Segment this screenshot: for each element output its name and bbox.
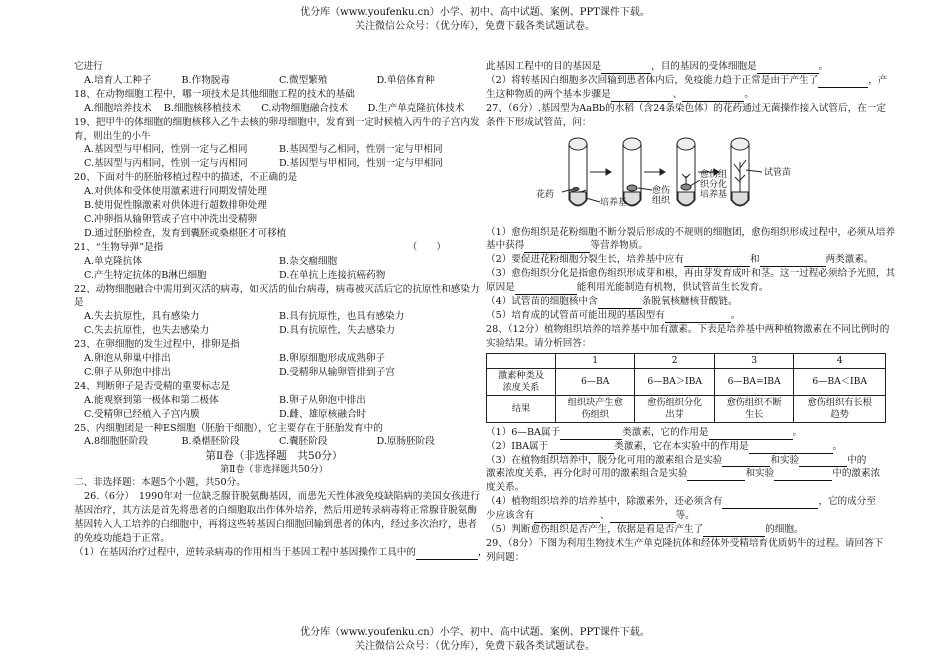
q27-2-blank-1	[684, 256, 750, 267]
test-tube-2	[623, 138, 641, 206]
part2-title: 第Ⅱ卷（非选择题 共50分）	[205, 450, 343, 463]
q28-4-blank-1	[722, 498, 818, 509]
q28-3-tail-1: 中的	[847, 454, 867, 466]
page-footer	[0, 626, 950, 654]
q26-target-gene-text: 此基因工程中的目的基因是	[486, 61, 602, 72]
q27-5-text: （5）培育成的试管苗可能出现的基因型有	[486, 309, 665, 321]
cell-result-2	[635, 395, 714, 422]
q27-part-4	[486, 295, 891, 309]
q28-5-tail: 的细胞。	[765, 524, 804, 536]
cell-result-3-a: 愈伤组织不断	[726, 396, 782, 408]
q28-3-tail-2: 中的激素浓	[832, 468, 881, 480]
left-column	[74, 60, 488, 560]
q24-options-2	[74, 408, 474, 422]
q28-part-3-c: 度关系。	[486, 482, 525, 494]
q20-option-a: A.对供体和受体使用激素进行同期发情处理	[84, 186, 267, 198]
q28-3-blank-2	[799, 456, 847, 467]
cell-result-1-a: 组织块产生愈	[567, 396, 623, 408]
q28-2-mid: 类激素，它在本实验中的作用是	[614, 440, 749, 452]
q27-part-1-b	[486, 239, 891, 253]
q18-option-d: D.生产单克隆抗体技术	[367, 102, 465, 114]
q28-stem-1: 28、（12分）植物组织培养的培养基中加有激素。下表是培养基中两种植物激素在不同比例时的	[486, 323, 890, 335]
q28-1-mid: 类激素，它的作用是	[622, 426, 709, 438]
q26-part-1-cont: 此基因工程中的目的基因是 ，目的基因的受体细胞是 。	[486, 61, 829, 72]
q19-option-a: A.基因型与甲相同，性别一定与乙相同	[84, 144, 248, 156]
q27-5-blank	[665, 312, 731, 323]
q22-stem-1: 22、动物细胞融合中需用到灭活的病毒，如灭活的仙台病毒，病毒被灭活后它的抗原性和感染力	[74, 283, 480, 295]
tissue-culture-diagram	[556, 132, 826, 224]
q22-options-1	[74, 310, 474, 324]
table-header-1: 1	[556, 353, 635, 368]
q28-part-2: （2）IBA属于 类激素，它在本实验中的作用是 。	[486, 440, 843, 452]
q19-stem-1: 19、把甲牛的体细胞的细胞核移入乙牛去核的卵母细胞中，发育到一定时候植入丙牛的子宫内发	[74, 116, 480, 128]
q28-hormone-table	[486, 353, 886, 423]
q25-options	[74, 435, 474, 449]
table-header-3: 3	[714, 353, 793, 368]
q28-2-blank-1	[548, 443, 614, 454]
q29-stem-1: 29、（8分）下图为利用生物技术生产单克隆抗体和经体外受精培育优质奶牛的过程。请回答下	[486, 537, 884, 549]
leader-peiyangji	[586, 198, 600, 202]
q22-option-b: B.具有抗原性，也具有感染力	[279, 311, 405, 323]
q26-stem-4: 的免疫功能趋于正常。	[74, 533, 170, 544]
cell-hormone-1: 6—BA	[556, 368, 635, 395]
cell-result-4	[794, 395, 886, 422]
q27-1-text: 基中获得	[486, 240, 525, 252]
q27-2-and: 和	[749, 254, 760, 266]
q28-5-blank	[703, 526, 765, 537]
q18-option-b: B.细胞核移植技术	[163, 102, 242, 114]
cell-result-3	[714, 395, 793, 422]
q25-option-c: C.囊胚阶段	[279, 436, 328, 448]
q27-tissue-culture-figure	[486, 132, 891, 224]
q24-option-d: D.雌、雄原核融合时	[279, 408, 367, 420]
q22-stem-2: 是	[74, 297, 84, 309]
q26-step-1-blank	[611, 91, 673, 102]
q19-option-d: D.基因型与甲相同，性别一定与甲相同	[279, 158, 443, 170]
cell-hormone-3: 6—BA=IBA	[714, 368, 793, 395]
q19-option-b: B.基因型与乙相同，性别一定与甲相同	[279, 144, 443, 156]
q29-stem-2: 列问题：	[486, 551, 525, 563]
q26-steps-text: 生这种物质的两个基本步骤是	[486, 88, 611, 100]
label-fenhua-1: 愈伤组	[700, 169, 728, 180]
q28-3-blank-4	[774, 470, 832, 481]
table-header-blank	[487, 353, 556, 368]
q22-option-c: C.失去抗原性，也失去感染力	[84, 325, 210, 337]
cell-hormone-2: 6—BA＞IBA	[635, 368, 714, 395]
q28-4-text-2: 少应该含有	[486, 510, 534, 522]
q26-1-blank	[416, 549, 478, 560]
q18-stem: 18、在动物细胞工程中，哪一项技术是其他细胞工程的技术的基础	[74, 88, 355, 100]
page-header	[0, 6, 950, 34]
q18-option-c: C.动物细胞融合技术	[261, 102, 349, 114]
q25-option-d: D.原肠胚阶段	[376, 436, 435, 448]
q28-1-blank-2	[709, 429, 793, 440]
q27-part-5: （5）培育成的试管苗可能出现的基因型有 。	[486, 309, 741, 321]
q28-4-blank-2	[534, 512, 600, 523]
q23-stem: 23、在卵细胞的发生过程中，排卵是指	[74, 339, 240, 351]
q28-3-text: （3）在植物组织培养中，脱分化可用的激素组合是实验	[486, 454, 723, 466]
cell-result-1-b: 伤组织	[581, 408, 609, 420]
table-header-row	[487, 353, 886, 368]
q18-option-a: A.细胞培养技术	[84, 102, 152, 114]
q21-options-1	[74, 255, 474, 269]
q28-4-end: 等。	[675, 510, 695, 522]
q28-3-and-1: 和实验	[770, 454, 800, 466]
q27-part-1-a: （1）愈伤组织是花粉细胞不断分裂后形成的不规则的细胞团，愈伤组织形成过程中，必须从培养	[486, 226, 896, 238]
q27-3-tail: 能利用光能制造有机物，供试管苗生长发育。	[576, 282, 769, 294]
q21-option-c: C.产生特定抗体的B淋巴细胞	[84, 269, 207, 281]
q28-part-5	[486, 523, 891, 537]
table-header-4: 4	[794, 353, 886, 368]
q24-option-c: C.受精卵已经植入子宫内膜	[84, 408, 200, 420]
q27-stem-2: 条件下形成试管苗，问：	[486, 116, 592, 128]
test-tube-3	[677, 138, 695, 206]
q28-1-text: （1）6—BA属于	[486, 426, 561, 438]
q27-part-3-a: （3）愈伤组织分化是指愈伤组织形成芽和根，再由芽发育成叶和茎。这一过程必须给予光照，其	[486, 268, 896, 280]
q27-4-blank	[598, 298, 642, 309]
q26-part-2	[486, 74, 891, 88]
q24-option-b: B.卵子从卵泡中排出	[279, 394, 366, 406]
q27-stem-1: 27、（6分）.基因型为AaBb的水稻（含24条染色体）的花药通过无菌操作接入试管后，在一定	[486, 102, 886, 114]
q27-4-text: （4）试管苗的细胞核中含	[486, 296, 598, 308]
q19-stem-2: 育，则出生的小牛	[74, 130, 151, 142]
q19-options-1	[74, 143, 474, 157]
q23-options-1	[74, 352, 474, 366]
q27-1-tail: 等营养物质。	[590, 240, 648, 252]
test-tube-4	[731, 138, 749, 206]
section-2-heading: 二、非选择题：本题5个小题，共50分。	[74, 477, 246, 489]
right-column	[486, 60, 896, 565]
q18-options	[74, 102, 474, 116]
q28-stem-2: 实验结果。请分析回答：	[486, 337, 592, 349]
q20-option-c: C.冲卵指从输卵管或子宫中冲洗出受精卵	[84, 213, 258, 225]
q26-part-2-text: （2）将转基因白细胞多次回输到患者体内后，免疫能力趋于正常是由于产生了	[486, 74, 819, 86]
label-peiyangji: 培养基	[600, 197, 628, 208]
row-head-hormone-1: 激素种类及	[498, 369, 544, 381]
q20-stem: 20、下面对牛的胚胎移植过程中的描述，不正确的是	[74, 172, 298, 184]
q17-option-c: C.微型繁殖	[279, 74, 328, 86]
q26-part-2-cont: 生这种物质的两个基本步骤是 、 。	[486, 88, 754, 100]
label-shiguan: 试管苗	[764, 167, 792, 178]
cell-hormone-4: 6—BA＜IBA	[794, 368, 886, 395]
q22-options-2	[74, 324, 474, 338]
q28-3-and-2: 和实验	[745, 468, 775, 480]
q27-part-3-b	[486, 281, 891, 295]
q21-stem	[74, 241, 474, 255]
q28-2-blank-2	[749, 443, 833, 454]
q27-2-blank-2	[760, 256, 826, 267]
q24-options-1	[74, 394, 474, 408]
label-yushang-2: 组织	[652, 195, 671, 206]
cell-result-4-a: 愈伤组织有长根	[807, 396, 872, 408]
q26-recipient-cell-text: ，目的基因的受体细胞是	[651, 61, 757, 72]
q26-recipient-cell-blank	[757, 63, 819, 74]
q21-option-a: A.单克隆抗体	[84, 255, 142, 267]
q26-2-blank	[818, 77, 868, 88]
q23-option-a: A.卵泡从卵巢中排出	[84, 353, 171, 365]
q24-stem: 24、判断卵子是否受精的重要标志是	[74, 380, 231, 392]
q23-options-2	[74, 366, 474, 380]
q28-part-4-b	[486, 509, 891, 523]
footer-line-1: 优分库（www.youfenku.cn）小学、初中、高中试题、案例、PPT课件下载。	[300, 627, 650, 638]
q17-options	[74, 74, 474, 88]
q27-2-tail: 两类激素。	[825, 254, 874, 266]
leader-shiguan	[746, 170, 762, 172]
q21-stem-text: 21、“生物导弹”是指	[74, 241, 164, 253]
row-head-hormone	[487, 368, 556, 395]
q19-options-2	[74, 157, 474, 171]
table-header-2: 2	[635, 353, 714, 368]
q28-part-1: （1）6—BA属于 类激素，它的作用是 。	[486, 426, 803, 438]
q22-option-d: D.具有抗原性，失去感染力	[279, 325, 395, 337]
q28-3-blank-1	[722, 456, 770, 467]
q21-answer-paren: （ ）	[407, 241, 446, 253]
q17-stem-tail: 它进行	[74, 61, 103, 72]
q21-options-2	[74, 269, 474, 283]
q26-stem-2: 基因治疗，其方法是首先将患者的白细胞取出作体外培养，然后用逆转录病毒将正常腺苷脱氨酶	[74, 505, 477, 517]
q22-option-a: A.失去抗原性，具有感染力	[84, 311, 200, 323]
q26-step-2-blank	[682, 91, 744, 102]
cell-result-2-b: 出芽	[665, 408, 684, 420]
cell-result-3-b: 生长	[744, 408, 764, 420]
q26-target-gene-blank	[601, 63, 651, 74]
q20-option-b: B.使用促性腺激素对供体进行超数排卵处理	[84, 200, 267, 212]
q25-option-b: B.桑椹胚阶段	[181, 436, 240, 448]
q28-part-3-a	[486, 454, 891, 468]
q24-option-a: A.能观察到第一极体和第二极体	[84, 394, 219, 406]
table-row	[487, 368, 886, 395]
row-head-result: 结果	[487, 395, 556, 422]
part2-subtitle: 第Ⅱ卷（非选择题共50分）	[220, 465, 328, 476]
q28-1-blank-1	[560, 429, 622, 440]
test-tube-1	[569, 138, 587, 206]
footer-line-2: 关注微信公众号：（优分库），免费下载各类试题试卷。	[355, 641, 595, 652]
cell-result-4-b: 趋势	[830, 408, 849, 420]
q27-2-text: （2）要促进花粉细胞分裂生长，培养基中应有	[486, 254, 684, 266]
q17-option-a: A.培育人工种子	[84, 74, 152, 86]
q28-part-4-a	[486, 495, 891, 509]
q28-4-blank-3	[610, 512, 676, 523]
q28-5-text: （5）判断愈伤组织是否产生，依据是看是否产生了	[486, 524, 704, 536]
row-head-hormone-2: 浓度关系	[502, 381, 540, 393]
label-huayao: 花药	[536, 189, 555, 200]
q17-option-b: B.作物脱毒	[181, 74, 230, 86]
q23-option-c: C.卵子从卵泡中排出	[84, 366, 171, 378]
q26-part-2-tail: ，产	[868, 74, 888, 86]
cell-result-2-a: 愈伤组织分化	[647, 396, 703, 408]
header-line-1: 优分库（www.youfenku.cn）小学、初中、高中试题、案例、PPT课件下载。	[300, 7, 650, 18]
q28-4-tail: ，它的成分至	[818, 496, 876, 508]
q26-stem-3: 基因转入人工培养的白细胞中，再将这些转基因白细胞回输到患者的体内，经过多次治疗，患者	[74, 519, 477, 531]
q26-part-1: （1）在基因治疗过程中，逆转录病毒的作用相当于基因工程中基因操作工具中的 ，	[74, 546, 488, 558]
q27-3-blank	[515, 284, 577, 295]
table-row	[487, 395, 886, 422]
q28-4-text: （4）植物组织培养的培养基中，除激素外，还必须含有	[486, 496, 723, 508]
leader-yushang	[638, 188, 652, 190]
q28-part-3-b	[486, 467, 891, 481]
q28-3-blank-3	[687, 470, 745, 481]
q28-2-text: （2）IBA属于	[486, 440, 549, 452]
q20-option-d: D.通过胚胎检查，发育到囊胚或桑椹胚才可移植	[84, 227, 287, 239]
q23-option-b: B.卵原细胞形成成熟卵子	[279, 353, 386, 365]
q27-part-2	[486, 253, 891, 267]
q27-3-text: 原因是	[486, 282, 515, 294]
q26-stem-1: 26.（6分） 1990年对一位缺乏腺苷脱氨酶基因，而患先天性体液免疫缺陷病的美国女孩进行	[84, 491, 480, 503]
q21-option-b: B.杂交瘤细胞	[279, 255, 338, 267]
q27-4-tail: 条脱氧核糖核苷酸链。	[641, 296, 738, 308]
q28-4-sep: 、	[599, 510, 610, 522]
q25-option-a: A.8细胞胚阶段	[84, 436, 149, 448]
label-fenhua-2: 织分化	[700, 179, 728, 190]
q28-3-text-2: 激素浓度关系，再分化时可用的激素组合是实验	[486, 468, 688, 480]
q23-option-d: D.受精卵从输卵管排到子宫	[279, 366, 395, 378]
q25-stem: 25、内细胞团是一种ES细胞（胚胎干细胞），它主要存在于胚胎发育中的	[74, 422, 383, 434]
label-yushang-1: 愈伤	[652, 185, 671, 196]
label-fenhua-3: 培养基	[700, 189, 728, 200]
q27-1-blank	[524, 242, 590, 253]
q17-option-d: D.单倍体育种	[376, 74, 435, 86]
q26-part-1-text: （1）在基因治疗过程中，逆转录病毒的作用相当于基因工程中基因操作工具中的	[74, 546, 416, 558]
cell-result-1	[556, 395, 635, 422]
header-line-2: 关注微信公众号：（优分库），免费下载各类试题试卷。	[355, 21, 595, 32]
q21-option-d: D.在单抗上连接抗癌药物	[279, 269, 386, 281]
q19-option-c: C.基因型与丙相同，性别一定与丙相同	[84, 158, 248, 170]
